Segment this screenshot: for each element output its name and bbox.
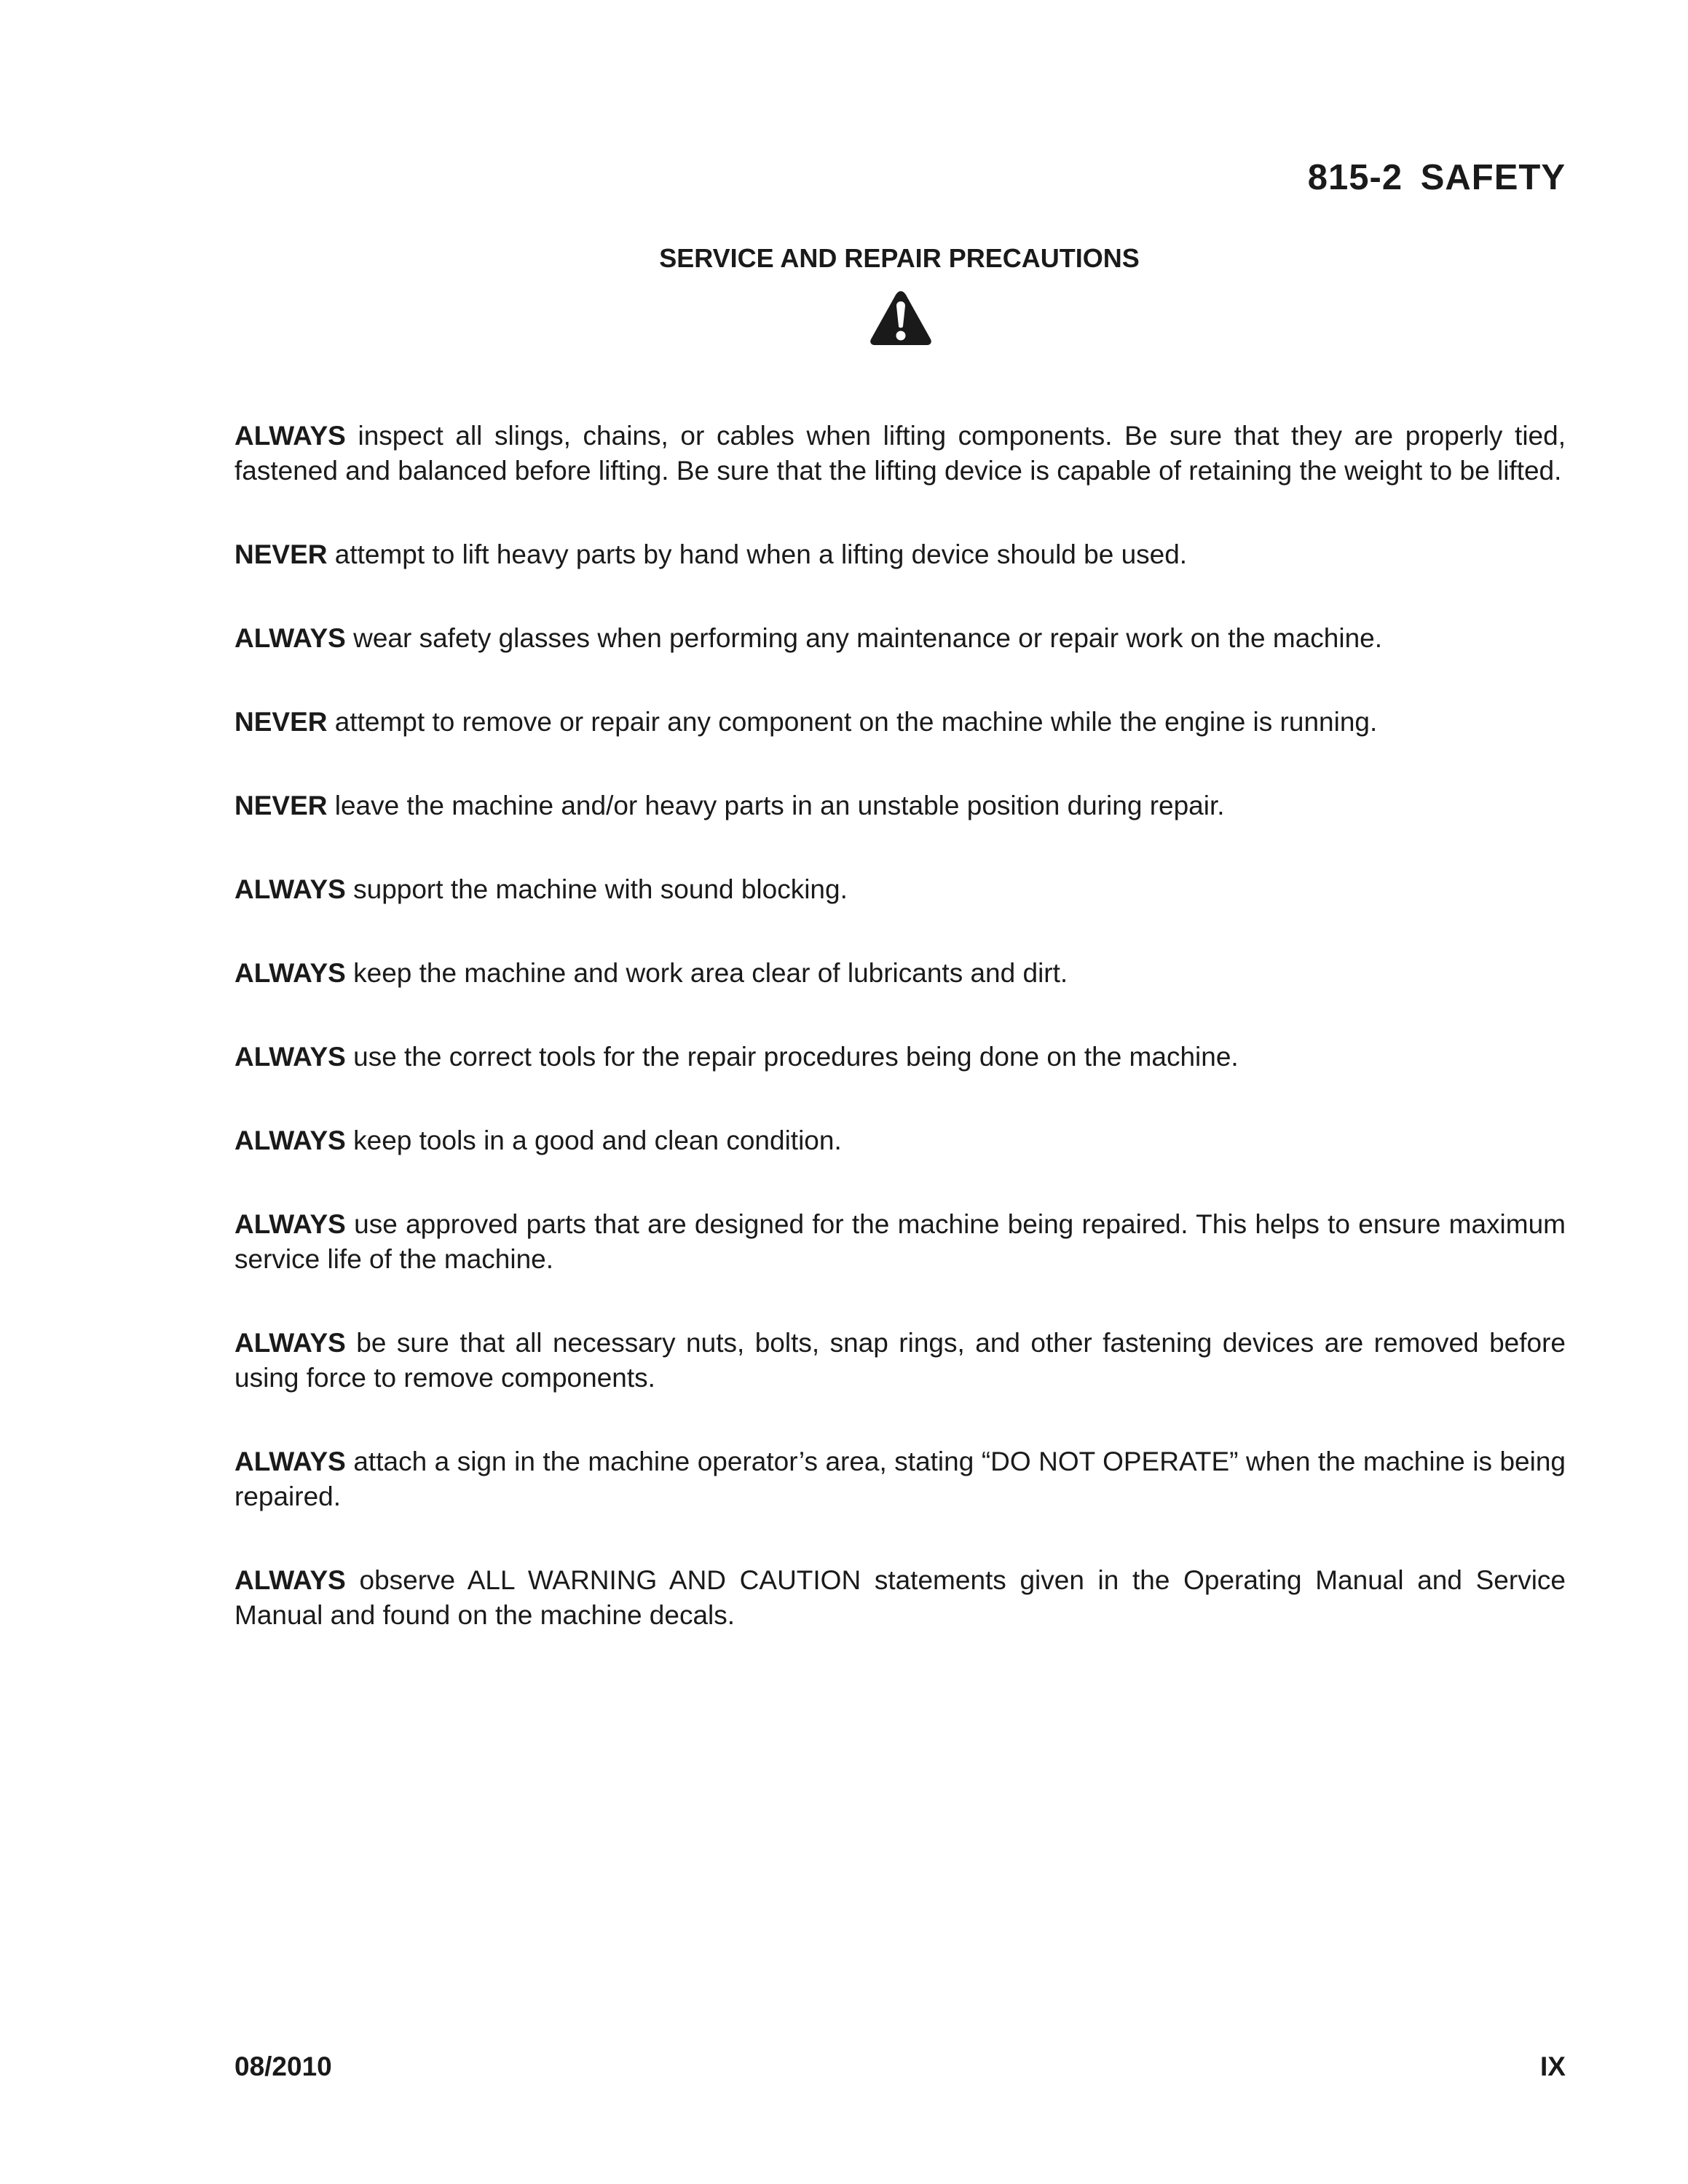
precaution-item — [234, 1444, 1566, 1514]
precaution-text: leave the machine and/or heavy parts in an unstable position during repair. — [327, 791, 1225, 820]
precaution-keyword: NEVER — [234, 791, 328, 820]
precaution-text: be sure that all necessary nuts, bolts, snap rings, and other fastening devices are removed before using force to remove components. — [234, 1328, 1566, 1393]
precaution-item — [234, 705, 1566, 740]
precaution-text: observe ALL WARNING AND CAUTION statements given in the Operating Manual and Service Manual and found on the machine decals. — [234, 1565, 1566, 1630]
precaution-keyword: ALWAYS — [234, 1209, 346, 1239]
precaution-item — [234, 1123, 1566, 1158]
warning-triangle-icon — [869, 290, 933, 347]
precaution-item — [234, 1563, 1566, 1633]
precautions-list — [234, 419, 1566, 1682]
precaution-text: use approved parts that are designed for the machine being repaired. This helps to ensure maximum service life of the machine. — [234, 1209, 1566, 1274]
precaution-keyword: ALWAYS — [234, 1447, 346, 1476]
precaution-item — [234, 419, 1566, 488]
precaution-text: attach a sign in the machine operator’s area, stating “DO NOT OPERATE” when the machine is being repaired. — [234, 1447, 1566, 1511]
precaution-keyword: ALWAYS — [234, 421, 346, 451]
precaution-text: wear safety glasses when performing any maintenance or repair work on the machine. — [345, 623, 1383, 653]
precaution-keyword: ALWAYS — [234, 623, 346, 653]
precaution-keyword: ALWAYS — [234, 1042, 346, 1072]
section-title: SERVICE AND REPAIR PRECAUTIONS — [659, 243, 1140, 273]
precaution-keyword: NEVER — [234, 539, 328, 569]
precaution-text: keep the machine and work area clear of lubricants and dirt. — [345, 958, 1068, 988]
precaution-item — [234, 788, 1566, 823]
precaution-keyword: ALWAYS — [234, 1565, 346, 1595]
precaution-keyword: NEVER — [234, 707, 328, 737]
precaution-text: attempt to remove or repair any component on the machine while the engine is running. — [327, 707, 1378, 737]
precaution-keyword: ALWAYS — [234, 958, 346, 988]
precaution-item — [234, 621, 1566, 656]
precaution-item — [234, 872, 1566, 907]
precaution-item — [234, 537, 1566, 572]
precaution-item — [234, 1207, 1566, 1277]
precaution-keyword: ALWAYS — [234, 1125, 346, 1155]
precaution-text: inspect all slings, chains, or cables when lifting components. Be sure that they are properly tied, fastened and balanced before lifting. Be sure that the lifting device is capable of retaining the weight to be lifted. — [234, 421, 1566, 486]
precaution-text: keep tools in a good and clean condition. — [345, 1125, 842, 1155]
page-header-title: 815-2 SAFETY — [1307, 158, 1566, 197]
precaution-text: use the correct tools for the repair procedures being done on the machine. — [345, 1042, 1239, 1072]
footer-date: 08/2010 — [234, 2052, 332, 2081]
precaution-text: support the machine with sound blocking. — [345, 874, 848, 904]
precaution-keyword: ALWAYS — [234, 1328, 346, 1358]
precaution-item — [234, 1326, 1566, 1396]
precaution-text: attempt to lift heavy parts by hand when a lifting device should be used. — [327, 539, 1188, 569]
precaution-item — [234, 956, 1566, 991]
precaution-keyword: ALWAYS — [234, 874, 346, 904]
footer-page-number: IX — [1540, 2052, 1566, 2081]
precaution-item — [234, 1040, 1566, 1075]
